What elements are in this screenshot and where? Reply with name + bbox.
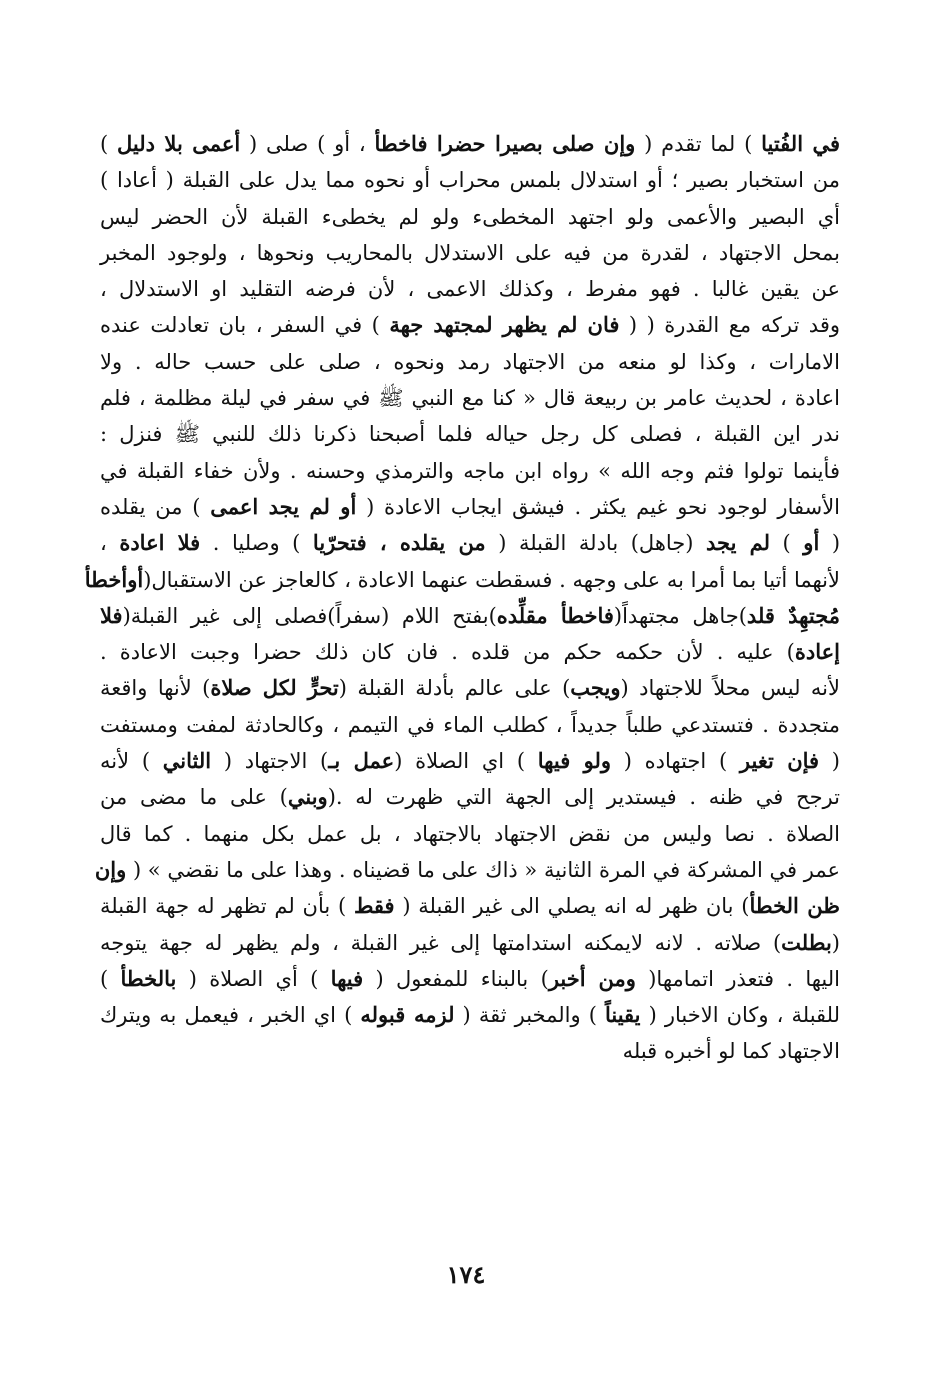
text-line — [100, 380, 840, 416]
text-segment: (جاهل) بادلة القبلة ( — [485, 531, 707, 556]
text-line — [84, 562, 840, 598]
text-line — [100, 235, 840, 271]
text-segment: ) — [770, 531, 804, 556]
bold-segment: ظن الخطأ — [749, 893, 840, 919]
text-line — [100, 888, 840, 924]
page-number: ١٧٤ — [446, 1260, 486, 1289]
text-segment: الصلاة . نصا وليس من نقض الاجتهاد بالاجتهاد ، بل عمل بكل منهما . كما قال — [100, 821, 840, 846]
text-line — [100, 961, 840, 997]
bold-segment: فإن تغير — [739, 748, 820, 774]
text-segment: ) على عالم بأدلة القبلة ( — [338, 676, 571, 701]
text-segment: ( — [831, 930, 840, 955]
text-segment: ) أي الصلاة ( — [176, 966, 331, 991]
text-line — [100, 779, 840, 815]
text-line — [100, 344, 840, 380]
bold-segment: فان لم يظهر لمجتهد جهة — [389, 312, 620, 338]
text-segment: ) اي الصلاة ( — [394, 749, 538, 774]
text-line — [94, 852, 840, 888]
bold-segment: فلا اعادة — [119, 530, 201, 556]
text-line — [100, 126, 840, 162]
text-segment: ) — [100, 132, 117, 156]
bold-segment: الثاني — [162, 748, 212, 774]
bold-segment: لم يجد — [706, 530, 770, 556]
text-segment: ) بالبناء للمفعول ( — [363, 966, 549, 991]
text-line — [100, 816, 840, 852]
text-segment: ، — [100, 531, 120, 556]
page-body — [84, 126, 841, 1070]
text-segment: ) وصليا . — [200, 531, 313, 556]
main-text — [84, 126, 841, 1070]
bold-segment: أوأخطأ — [84, 566, 144, 592]
bold-segment: فاخطأ مقلِّده — [496, 602, 614, 628]
text-segment: ) اجتهاده ( — [611, 749, 740, 774]
text-segment: الامارات ، وكذا لو منعه من الاجتهاد رمد ونحوه ، صلى على حسب حاله . ولا — [100, 349, 840, 374]
text-segment: ) على ما مضى من — [100, 785, 288, 810]
text-segment: ) في السفر ، بان تعادلت عنده — [100, 313, 390, 338]
text-segment: أي البصير والأعمى ولو اجتهد المخطىء ولو لم يخطىء القبلة لأن الحضر ليس — [100, 204, 840, 229]
text-segment: عمر في المشركة في المرة الثانية « ذاك على ما قضيناه . وهذا على ما نقضي » ( — [126, 857, 840, 882]
text-line — [100, 453, 840, 489]
text-segment: )بفتح اللام (سفراً)فصلى إلى غير القبلة( — [122, 603, 497, 628]
text-line — [100, 525, 840, 561]
text-segment: ) لما تقدم ( — [635, 132, 762, 156]
text-segment: ترجح في ظنه . فيستدير إلى الجهة التي ظهرت له .( — [327, 785, 840, 810]
bold-segment: بطلت — [781, 929, 832, 955]
bold-segment: تحرٍّ لكل صلاة — [210, 675, 339, 701]
bold-segment: ويجب — [570, 675, 621, 701]
text-segment: متجددة . فتستدعي طلباً جديداً ، كطلب الماء في التيمم ، وكالحادثة لمفت ومستفت — [100, 712, 840, 737]
text-line — [100, 743, 840, 779]
text-line — [100, 925, 840, 961]
text-segment: ) لأنها واقعة — [100, 676, 211, 701]
bold-segment: إعادة — [794, 639, 840, 665]
text-line — [100, 1033, 840, 1069]
bold-segment: أو — [803, 530, 820, 556]
text-segment: ، أو ) صلى ( — [240, 132, 375, 156]
text-segment: ) بان ظهر له انه يصلي الى غير القبلة ( — [394, 894, 750, 919]
bold-segment: وبني — [287, 784, 328, 810]
bold-segment: يقيناً — [604, 1002, 641, 1028]
bold-segment: بالخطأ — [120, 965, 177, 991]
text-segment: ( — [819, 749, 840, 774]
text-segment: ) صلاته . لانه لايمكنه استدامتها إلى غير القبلة ، ولم يظهر له جهة يتوجه — [100, 930, 782, 955]
bold-segment: من يقلده ، فتحرّيا — [312, 530, 486, 556]
text-segment: ) من يقلده — [100, 494, 211, 519]
text-line — [100, 707, 840, 743]
text-line — [100, 199, 840, 235]
text-line — [100, 634, 840, 670]
bold-segment: وإن صلى بصيرا حضرا فاخطأ — [374, 131, 636, 156]
text-segment: ( — [819, 531, 841, 556]
text-segment: لأنه ليس محلاً للاجتهاد ( — [620, 676, 841, 701]
text-segment: وقد تركه مع القدرة ( ( — [619, 313, 841, 338]
text-segment: ) لأنه — [100, 749, 163, 774]
text-segment: الاجتهاد كما لو أخبره قبله — [622, 1039, 840, 1064]
bold-segment: ولو فيها — [537, 748, 611, 774]
bold-segment: أو لم يجد اعمى — [210, 493, 357, 519]
bold-segment: عمل بـ — [328, 748, 395, 774]
text-line — [100, 162, 840, 198]
text-segment: ) اي الخبر ، فيعمل به ويترك — [100, 1003, 361, 1028]
text-segment: ) والمخبر ثقة ( — [454, 1003, 605, 1028]
text-line — [100, 307, 840, 343]
text-segment: ) — [100, 966, 121, 991]
text-line — [100, 598, 840, 634]
text-segment: من استخبار بصير ؛ أو استدلال بلمس محراب أو نحوه مما يدل على القبلة ( أعادا ) — [100, 168, 840, 193]
bold-segment: مُجتهِدٌ قلد — [746, 602, 840, 628]
bold-segment: فلا — [100, 602, 123, 628]
text-segment: ) بأن لم تظهر له جهة القبلة — [100, 894, 354, 919]
bold-segment: لزمه قبوله — [360, 1002, 455, 1028]
bold-segment: وإن — [94, 856, 127, 882]
text-segment: بمحل الاجتهاد ، لقدرة من فيه على الاستدلال بالمحاريب ونحوها ، ولوجود المخبر — [100, 240, 840, 265]
bold-segment: ومن أخبر — [548, 965, 636, 991]
bold-segment: فقط — [353, 893, 395, 919]
text-line — [100, 997, 840, 1033]
text-segment: عن يقين غالبا . فهو مفرط ، وكذلك الاعمى ، لأن فرضه التقليد او الاستدلال ، — [100, 277, 840, 302]
text-segment: اعادة ، لحديث عامر بن ربيعة قال « كنا مع النبي ﷺ في سفر في ليلة مظلمة ، فلم — [100, 386, 840, 411]
text-segment: اليها . فتعذر اتمامها( — [635, 966, 840, 991]
text-segment: ) الاجتهاد ( — [211, 749, 329, 774]
text-segment: لأنهما أتيا بما أمرا به على وجهه . فسقطت عنهما الاعادة ، كالعاجز عن الاستقبال( — [143, 567, 840, 592]
bold-segment: في الفُتيا — [761, 131, 841, 156]
text-segment: ندر اين القبلة ، فصلى كل رجل حياله فلما أصبحنا ذكرنا ذلك للنبي ﷺ فنزل : — [100, 422, 840, 447]
text-segment: للقبلة ، وكان الاخبار ( — [640, 1003, 841, 1028]
text-line — [100, 670, 840, 706]
text-segment: الأسفار لوجود نحو غيم يكثر . فيشق ايجاب الاعادة ( — [356, 494, 841, 519]
text-line — [100, 416, 840, 452]
bold-segment: فيها — [330, 965, 364, 991]
text-segment: ) عليه . لأن حكمه حكم من قلده . فان كان ذلك حضرا وجبت الاعادة . — [100, 640, 795, 665]
bold-segment: أعمى بلا دليل — [117, 131, 241, 156]
text-segment: فأينما تولوا فثم وجه الله » رواه ابن ماجه والترمذي وحسنه . ولأن خفاء القبلة في — [100, 458, 840, 483]
text-line — [100, 271, 840, 307]
text-line — [100, 489, 840, 525]
text-segment: )جاهل مجتهداً( — [613, 603, 747, 628]
